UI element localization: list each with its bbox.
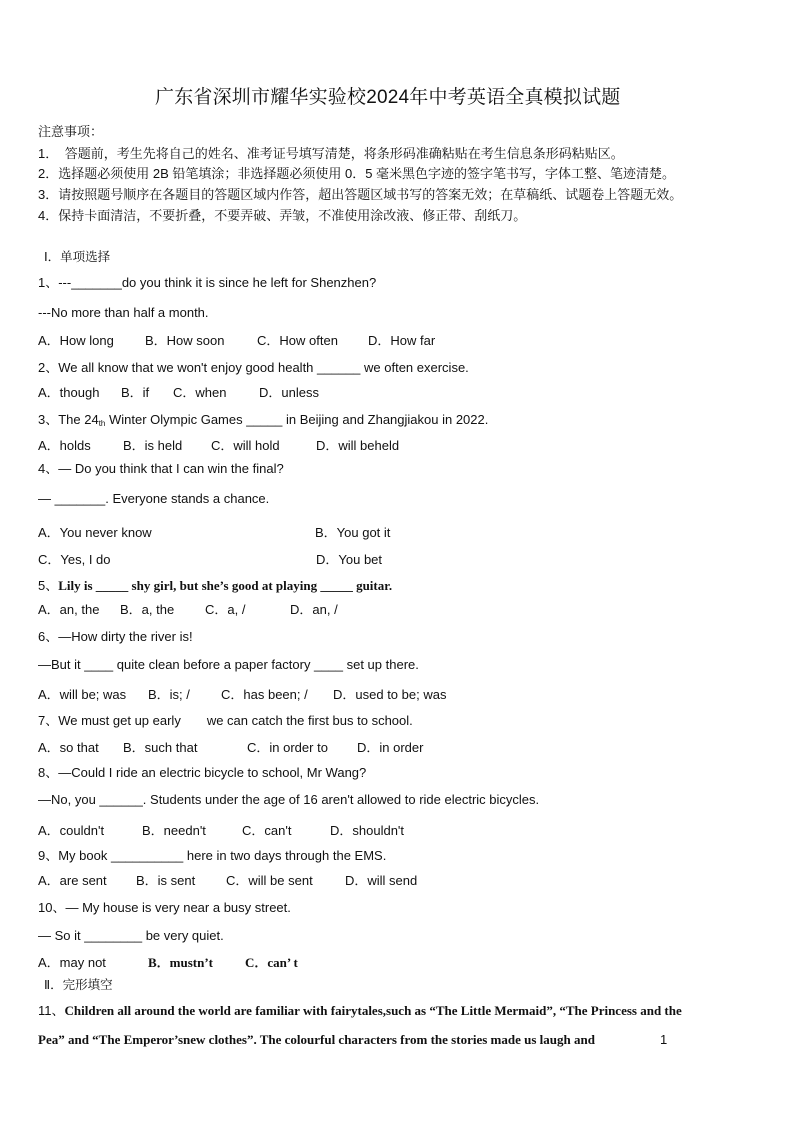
question-5-option-c: C．a, / [205, 602, 246, 617]
question-3-option-b: B．is held [123, 438, 183, 453]
question-9-option-d: D．will send [345, 873, 418, 888]
question-9-option-b: B．is sent [136, 873, 196, 888]
question-2-option-d: D．unless [259, 385, 319, 400]
question-9-option-c: C．will be sent [226, 873, 313, 888]
question-7-option-c: C．in order to [247, 740, 328, 755]
question-3-stem [38, 409, 488, 428]
question-1-reply: ---No more than half a month. [38, 305, 209, 320]
question-4-reply: — _______. Everyone stands a chance. [38, 491, 270, 506]
section-heading-cloze: Ⅱ．完形填空 [44, 978, 113, 992]
question-1-option-b: B．How soon [145, 333, 225, 348]
question-11-line-2: Pea” and “The Emperor’snew clothes”. The colourful characters from the stories made us laugh and [38, 1032, 595, 1047]
question-10-option-a: A．may not [38, 955, 106, 970]
question-7-option-d: D．in order [357, 740, 424, 755]
question-4-option-d: D．You bet [316, 552, 383, 567]
question-8-stem: 8、—Could I ride an electric bicycle to school, Mr Wang? [38, 765, 367, 780]
question-5-stem [38, 575, 392, 594]
question-1-stem: 1、---_______do you think it is since he left for Shenzhen? [38, 275, 377, 290]
question-8-option-a: A．couldn't [38, 823, 105, 838]
question-10-option-b: B．mustn’t [148, 955, 214, 970]
question-4-stem: 4、— Do you think that I can win the final? [38, 461, 284, 476]
notice-heading: 注意事项： [38, 124, 104, 139]
question-10-stem: 10、— My house is very near a busy street. [38, 900, 291, 915]
question-5-number: 5、 [38, 578, 59, 593]
question-2-option-a: A．though [38, 385, 100, 400]
question-6-option-c: C．has been; / [221, 687, 308, 702]
question-3-option-c: C．will hold [211, 438, 280, 453]
question-5-option-b: B．a, the [120, 602, 175, 617]
question-3-superscript: th [98, 419, 106, 428]
question-11-number: 11、 [38, 1003, 65, 1018]
question-8-option-d: D．shouldn't [330, 823, 405, 838]
question-5-option-d: D．an, / [290, 602, 338, 617]
question-1-option-c: C．How often [257, 333, 338, 348]
section-heading-single-choice: Ⅰ．单项选择 [44, 250, 111, 264]
question-8-option-c: C．can't [242, 823, 292, 838]
question-4-option-b: B．You got it [315, 525, 391, 540]
question-3-prefix: 3、The 24 [38, 412, 99, 427]
question-5-option-a: A．an, the [38, 602, 100, 617]
notice-item: 2．选择题必须使用 2B 铅笔填涂；非选择题必须使用 0．5 毫米黑色字迹的签字笔书写，字体工整、笔迹清楚。 [38, 166, 676, 181]
question-8-reply: —No, you ______. Students under the age of 16 aren't allowed to ride electric bicycles. [38, 792, 540, 807]
question-2-option-c: C．when [173, 385, 227, 400]
notice-item: 4．保持卡面清洁，不要折叠，不要弄破、弄皱，不准使用涂改液、修正带、刮纸刀。 [38, 208, 527, 223]
question-6-reply: —But it ____ quite clean before a paper factory ____ set up there. [38, 657, 419, 672]
question-7-option-a: A．so that [38, 740, 99, 755]
question-5-text: Lily is _____ shy girl, but she’s good at playing _____ guitar. [58, 578, 393, 593]
question-11-line-1 [38, 1000, 682, 1019]
question-7-stem: 7、We must get up early we can catch the first bus to school. [38, 713, 413, 728]
notice-item: 3．请按照题号顺序在各题目的答题区域内作答，超出答题区域书写的答案无效；在草稿纸、试题卷上答题无效。 [38, 187, 683, 202]
question-10-reply: — So it ________ be very quiet. [38, 928, 224, 943]
question-10-option-c: C．can’ t [245, 955, 298, 970]
question-3-option-a: A．holds [38, 438, 91, 453]
page-number: 1 [660, 1032, 668, 1047]
question-6-option-b: B．is; / [148, 687, 190, 702]
question-11-text-1: Children all around the world are familiar with fairytales,such as “The Little Mermaid”, “The Princess and the [64, 1003, 682, 1018]
page-title: 广东省深圳市耀华实验校2024年中考英语全真模拟试题 [155, 87, 621, 108]
question-4-option-c: C．Yes, I do [38, 552, 111, 567]
question-3-suffix: Winter Olympic Games _____ in Beijing and Zhangjiakou in 2022. [105, 412, 489, 427]
question-9-stem: 9、My book __________ here in two days through the EMS. [38, 848, 387, 863]
question-6-option-d: D．used to be; was [333, 687, 447, 702]
question-8-option-b: B．needn't [142, 823, 206, 838]
question-2-option-b: B．if [121, 385, 150, 400]
question-6-stem: 6、—How dirty the river is! [38, 629, 193, 644]
question-1-option-d: D．How far [368, 333, 436, 348]
question-6-option-a: A．will be; was [38, 687, 127, 702]
question-1-option-a: A．How long [38, 333, 114, 348]
question-2-stem: 2、We all know that we won't enjoy good health ______ we often exercise. [38, 360, 469, 375]
question-4-option-a: A．You never know [38, 525, 152, 540]
question-7-option-b: B．such that [123, 740, 198, 755]
question-3-option-d: D．will beheld [316, 438, 400, 453]
question-9-option-a: A．are sent [38, 873, 107, 888]
notice-item: 1． 答题前，考生先将自己的姓名、准考证号填写清楚，将条形码准确粘贴在考生信息条形码粘贴区。 [38, 146, 624, 161]
